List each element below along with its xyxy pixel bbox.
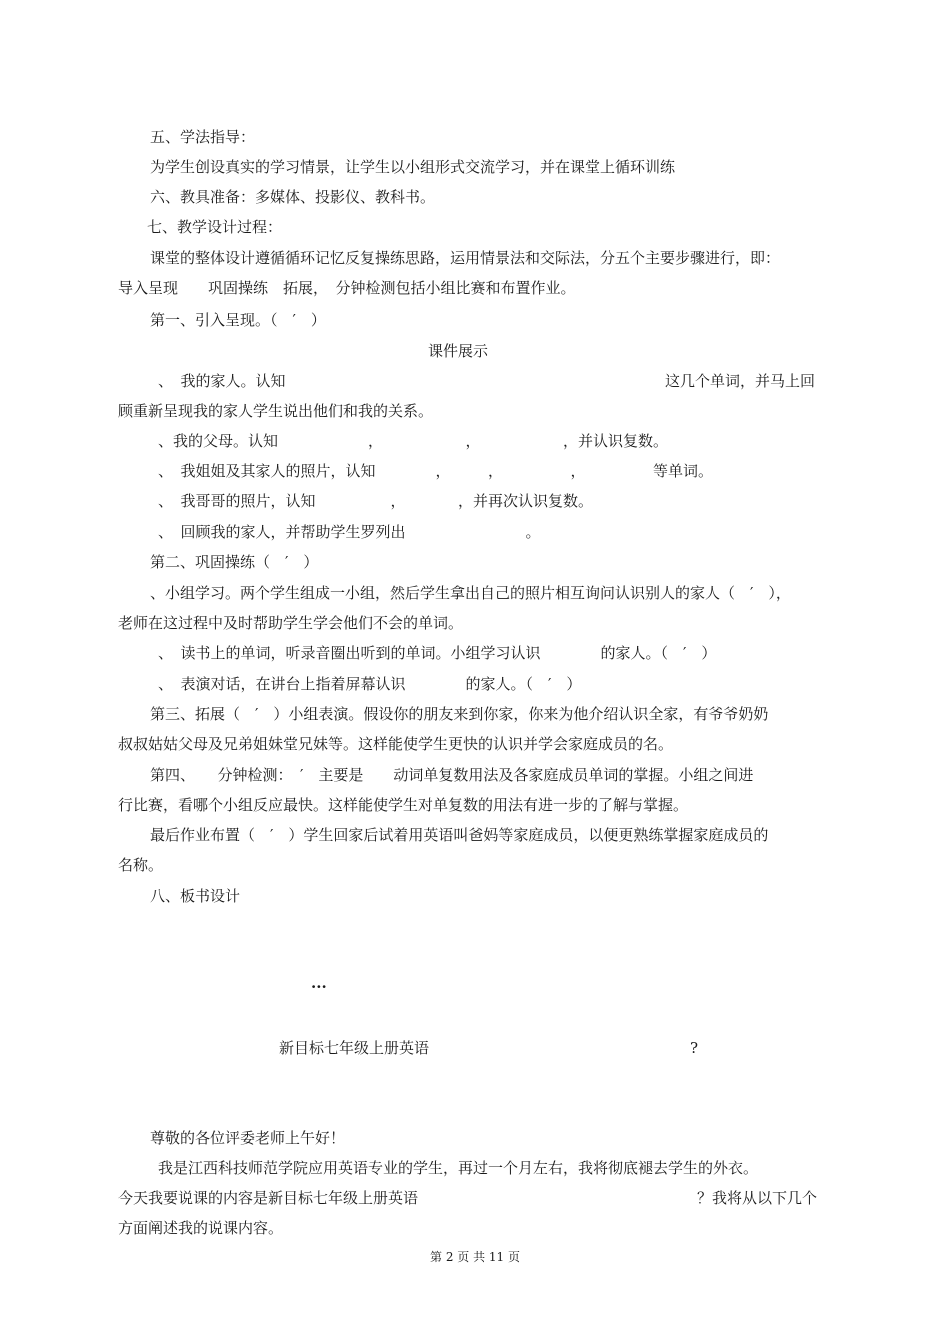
- step-3-line-1: 第三、拓展（ ′ ）小组表演。假设你的朋友来到你家，你来为他介绍认识全家，有爷爷奶奶: [150, 705, 769, 723]
- courseware-item-3: 、 我姐姐及其家人的照片，认知 ， ， ， 等单词。: [158, 462, 714, 480]
- intro-line-1: 我是江西科技师范学院应用英语专业的学生，再过一个月左右，我将彻底褪去学生的外衣。: [158, 1159, 759, 1177]
- courseware-item-1-cont: 顾重新呈现我的家人学生说出他们和我的关系。: [118, 402, 434, 420]
- group-item-2: 、 读书上的单词，听录音圈出听到的单词。小组学习认识 的家人。（ ′ ）: [158, 644, 717, 662]
- intro-line-2-left: 今天我要说课的内容是新目标七年级上册英语: [118, 1189, 419, 1207]
- group-item-1-line-2: 老师在这过程中及时帮助学生学会他们不会的单词。: [118, 614, 464, 632]
- step-4-line-1: 第四、 分钟检测： ′ 主要是 动词单复数用法及各家庭成员单词的掌握。小组之间进: [150, 766, 754, 784]
- second-title-left: 新目标七年级上册英语: [279, 1039, 430, 1057]
- courseware-item-4: 、 我哥哥的照片，认知 ， ，并再次认识复数。: [158, 492, 594, 510]
- page-footer: 第 2 页 共 11 页: [430, 1250, 520, 1264]
- section-7-paragraph-line-2: 导入呈现 巩固操练 拓展， 分钟检测包括小组比赛和布置作业。: [118, 279, 576, 297]
- section-7-paragraph-line-1: 课堂的整体设计遵循循环记忆反复操练思路，运用情景法和交际法，分五个主要步骤进行，即：: [150, 249, 781, 267]
- courseware-item-2: 、我的父母。认知 ， ， ，并认识复数。: [158, 432, 669, 450]
- section-6-line: 六、教具准备：多媒体、投影仪、教科书。: [150, 188, 436, 206]
- step-4-line-2: 行比赛，看哪个小组反应最快。这样能使学生对单复数的用法有进一步的了解与掌握。: [118, 796, 689, 814]
- homework-line-2: 名称。: [118, 856, 164, 874]
- intro-line-3: 方面阐述我的说课内容。: [118, 1219, 284, 1237]
- courseware-item-1-left: 、 我的家人。认知: [158, 372, 286, 390]
- courseware-item-5: 、 回顾我的家人，并帮助学生罗列出 。: [158, 523, 541, 541]
- intro-line-2-right: ？我将从以下几个: [697, 1189, 818, 1207]
- courseware-item-1-right: 这几个单词，并马上回: [665, 372, 816, 390]
- section-7-heading: 七、教学设计过程：: [147, 218, 283, 236]
- step-1-heading: 第一、引入呈现。（ ′ ）: [150, 311, 326, 329]
- section-8-heading: 八、板书设计: [150, 887, 241, 905]
- group-item-1-line-1: 、小组学习。两个学生组成一小组，然后学生拿出自己的照片相互询问认识别人的家人（ ′ ），: [150, 584, 791, 602]
- courseware-title: 课件展示: [428, 342, 489, 360]
- section-5-heading: 五、学法指导：: [150, 128, 256, 146]
- section-5-body: 为学生创设真实的学习情景，让学生以小组形式交流学习，并在课堂上循环训练: [150, 158, 676, 176]
- group-item-3: 、 表演对话，在讲台上指着屏幕认识 的家人。（ ′ ）: [158, 675, 582, 693]
- step-3-line-2: 叔叔姑姑父母及兄弟姐妹堂兄妹等。这样能使学生更快的认识并学会家庭成员的名。: [118, 735, 674, 753]
- ellipsis-text: ...: [311, 974, 327, 992]
- step-2-heading: 第二、巩固操练（ ′ ）: [150, 553, 319, 571]
- second-title-right: ?: [690, 1039, 699, 1057]
- homework-line-1: 最后作业布置（ ′ ）学生回家后试着用英语叫爸妈等家庭成员，以便更熟练掌握家庭成员的: [150, 826, 769, 844]
- greeting-line: 尊敬的各位评委老师上午好！: [150, 1129, 346, 1147]
